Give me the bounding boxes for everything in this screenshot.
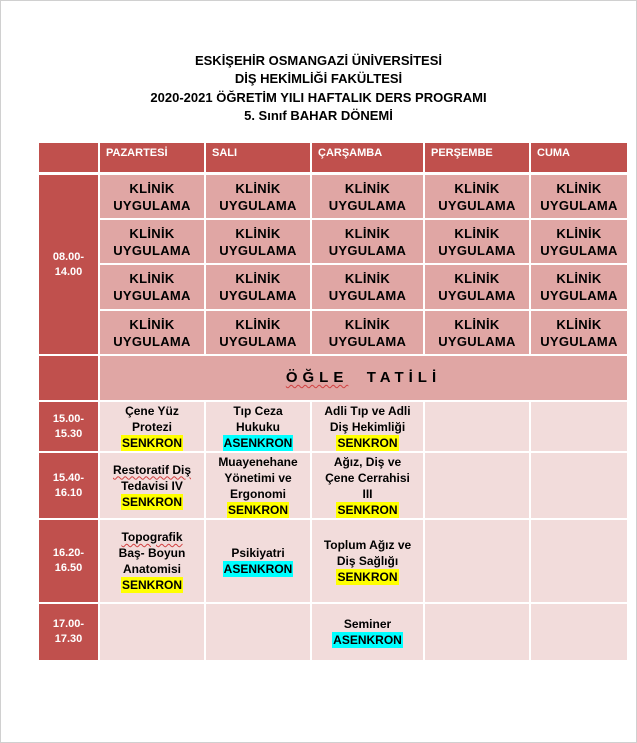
clinic-line: KLİNİK: [235, 225, 281, 241]
day-header-label: SALI: [212, 147, 238, 159]
senkron-tag: SENKRON: [337, 502, 398, 517]
clinic-line: KLİNİK: [454, 225, 500, 241]
time-label: 17.30: [54, 633, 83, 645]
lesson-cell: [312, 520, 423, 602]
senkron-tag: SENKRON: [337, 435, 398, 450]
lunch-break: [100, 356, 627, 400]
asenkron-tag: ASENKRON: [333, 633, 402, 647]
time-label: 15.00-: [52, 412, 85, 425]
time-label: 14.00: [54, 265, 83, 278]
time-label: 16.50: [54, 562, 83, 574]
clinic-line: UYGULAMA: [113, 197, 191, 213]
clinic-line: KLİNİK: [556, 271, 602, 286]
clinic-cell: [100, 175, 204, 218]
senkron-tag: SENKRON: [227, 502, 288, 517]
lesson-cell: [206, 402, 310, 451]
lesson-name-line: Seminer: [343, 617, 392, 631]
clinic-cell: [100, 311, 204, 354]
time-slot-morning: [39, 175, 98, 354]
lesson-name-line: Protezi: [131, 419, 172, 434]
clinic-cell: [531, 175, 627, 218]
lesson-name-line: Hukuku: [235, 419, 280, 434]
day-header-label: CUMA: [537, 147, 570, 159]
clinic-line: UYGULAMA: [219, 242, 297, 258]
clinic-line: UYGULAMA: [438, 288, 516, 303]
lesson-name-line: Psikiyatri: [231, 546, 285, 560]
clinic-cell: [100, 265, 204, 309]
lesson-cell: [312, 604, 423, 660]
clinic-line: UYGULAMA: [438, 333, 516, 349]
clinic-line: UYGULAMA: [540, 242, 618, 258]
clinic-line: KLİNİK: [129, 180, 175, 196]
clinic-line: UYGULAMA: [540, 288, 618, 303]
day-header-label: ÇARŞAMBA: [318, 147, 383, 159]
clinic-line: UYGULAMA: [438, 197, 516, 213]
university-title: ESKİŞEHİR OSMANGAZİ ÜNİVERSİTESİ: [194, 53, 443, 68]
empty-cell: [425, 402, 529, 451]
time-label: 16.10: [54, 486, 83, 499]
clinic-cell: [312, 311, 423, 354]
clinic-line: UYGULAMA: [113, 333, 191, 349]
clinic-cell: [425, 175, 529, 218]
empty-cell: [531, 604, 627, 660]
lesson-name-line: Ergonomi: [230, 486, 286, 501]
lesson-cell: [100, 402, 204, 451]
day-header: [312, 143, 423, 172]
time-slot: [39, 520, 98, 602]
lesson-cell: [312, 453, 423, 518]
time-slot: [39, 453, 98, 518]
clinic-cell: [531, 220, 627, 263]
clinic-line: KLİNİK: [344, 316, 391, 332]
time-label: 15.30: [54, 427, 83, 440]
clinic-line: KLİNİK: [129, 271, 175, 286]
lesson-name-line: Restoratif Diş: [112, 462, 192, 477]
clinic-line: KLİNİK: [556, 225, 602, 241]
lesson-cell: [100, 453, 204, 518]
senkron-tag: SENKRON: [121, 435, 182, 450]
clinic-cell: [312, 175, 423, 218]
clinic-cell: [100, 220, 204, 263]
lesson-cell: [312, 402, 423, 451]
clinic-line: KLİNİK: [235, 271, 281, 286]
program-title: 2020-2021 ÖĞRETİM YILI HAFTALIK DERS PROGRAMI: [150, 90, 487, 105]
lesson-name-line: Toplum Ağız ve: [323, 538, 412, 552]
term-title: 5. Sınıf BAHAR DÖNEMİ: [244, 108, 393, 123]
time-label: 17.00-: [52, 618, 85, 630]
faculty-title: DİŞ HEKİMLİĞİ FAKÜLTESİ: [234, 71, 403, 86]
time-label: 16.20-: [52, 547, 85, 559]
lesson-cell: [100, 520, 204, 602]
lesson-cell: [206, 520, 310, 602]
lesson-name-line: Tıp Ceza: [233, 403, 283, 418]
clinic-line: UYGULAMA: [328, 333, 407, 349]
clinic-line: KLİNİK: [344, 225, 391, 241]
clinic-cell: [312, 220, 423, 263]
clinic-line: UYGULAMA: [540, 333, 618, 349]
clinic-cell: [206, 311, 310, 354]
day-header-label: PERŞEMBE: [431, 147, 493, 159]
clinic-cell: [312, 265, 423, 309]
clinic-line: UYGULAMA: [328, 242, 407, 258]
clinic-line: UYGULAMA: [219, 333, 297, 349]
clinic-line: UYGULAMA: [540, 197, 618, 213]
lesson-name-line: Muayenehane: [218, 454, 298, 469]
day-header-label: PAZARTESİ: [106, 147, 168, 159]
clinic-line: UYGULAMA: [113, 288, 191, 303]
lesson-name-line: Yönetimi ve: [224, 470, 292, 485]
day-header: [206, 143, 310, 172]
time-label: 08.00-: [52, 250, 85, 263]
clinic-cell: [531, 311, 627, 354]
lesson-name-line: Anatomisi: [122, 562, 181, 576]
clinic-line: UYGULAMA: [328, 197, 407, 213]
clinic-line: UYGULAMA: [438, 242, 516, 258]
clinic-cell: [206, 265, 310, 309]
clinic-cell: [531, 265, 627, 309]
lesson-name-line: Topografik: [121, 530, 183, 544]
lesson-name-line: Diş Sağlığı: [336, 554, 399, 568]
clinic-cell: [206, 220, 310, 263]
clinic-line: KLİNİK: [235, 316, 281, 332]
empty-cell: [531, 520, 627, 602]
empty-cell: [425, 520, 529, 602]
clinic-line: UYGULAMA: [219, 288, 297, 303]
day-header: [531, 143, 627, 172]
empty-cell: [206, 604, 310, 660]
clinic-line: UYGULAMA: [219, 197, 297, 213]
lesson-name-line: Adli Tıp ve Adli: [324, 403, 411, 418]
empty-cell: [425, 604, 529, 660]
time-slot: [39, 604, 98, 660]
lunch-label: ÖĞLE TATİLİ: [285, 369, 442, 386]
time-label: 15.40-: [52, 471, 85, 484]
day-header: [100, 143, 204, 172]
empty-cell: [425, 453, 529, 518]
clinic-line: KLİNİK: [344, 271, 391, 286]
senkron-tag: SENKRON: [121, 494, 182, 509]
clinic-cell: [425, 265, 529, 309]
lesson-name-line: III: [362, 486, 373, 501]
asenkron-tag: ASENKRON: [223, 435, 293, 450]
empty-cell: [100, 604, 204, 660]
clinic-line: KLİNİK: [454, 316, 500, 332]
lesson-name-line: Çene Cerrahisi: [325, 470, 410, 485]
clinic-line: KLİNİK: [344, 180, 391, 196]
clinic-line: KLİNİK: [454, 180, 500, 196]
lesson-name-line: Diş Hekimliği: [329, 419, 406, 434]
lesson-name-line: Ağız, Diş ve: [333, 454, 402, 469]
clinic-line: KLİNİK: [129, 316, 175, 332]
clinic-line: KLİNİK: [129, 225, 175, 241]
lesson-cell: [206, 453, 310, 518]
clinic-line: KLİNİK: [556, 316, 602, 332]
header-spacer: [38, 172, 628, 174]
senkron-tag: SENKRON: [121, 578, 182, 592]
lesson-name-line: Tedavisi IV: [121, 478, 183, 493]
clinic-cell: [425, 220, 529, 263]
clinic-line: KLİNİK: [556, 180, 602, 196]
lesson-name-line: Çene Yüz: [125, 403, 179, 418]
day-header: [425, 143, 529, 172]
lesson-name-line: Baş- Boyun: [118, 546, 186, 560]
senkron-tag: SENKRON: [337, 570, 398, 584]
clinic-cell: [206, 175, 310, 218]
time-slot: [39, 402, 98, 451]
clinic-line: UYGULAMA: [328, 288, 407, 303]
clinic-line: KLİNİK: [454, 271, 500, 286]
clinic-cell: [425, 311, 529, 354]
lunch-time-cell: [39, 356, 98, 400]
clinic-line: UYGULAMA: [113, 242, 191, 258]
empty-cell: [531, 453, 627, 518]
clinic-line: KLİNİK: [235, 180, 281, 196]
header-corner: [39, 143, 98, 172]
empty-cell: [531, 402, 627, 451]
asenkron-tag: ASENKRON: [223, 562, 293, 576]
